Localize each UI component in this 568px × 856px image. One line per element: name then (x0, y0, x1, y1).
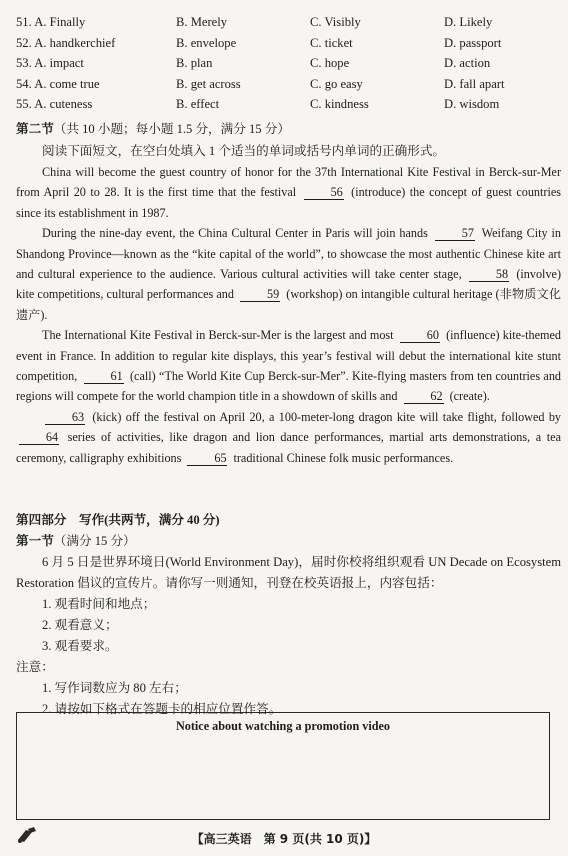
writing-prompt: 6 月 5 日是世界环境日(World Environment Day)，届时你校将组织观看 UN Decade on Ecosystem Restoration 倡议的宣传片。请你写一则通知，刊登在校英语报上，内容包括： (16, 555, 561, 590)
option-a: A. handkerchief (34, 35, 116, 50)
answer-box-title: Notice about watching a promotion video (175, 719, 391, 733)
question-number: 55. (16, 97, 32, 112)
option-a: A. impact (34, 56, 84, 71)
option-row-52 (16, 33, 556, 54)
writing-sec1-title: 第一节 (16, 534, 54, 548)
passage-paragraph-4: 63 (kick) off the festival on April 20, a 100-meter-long dragon kite will take flight, followed by 64 series of activities, like dragon and lion dance performances, martial arts demonstrations, a tea ceremony, calligraphy exhibitions 65 traditional Chinese folk music performances. (16, 409, 562, 465)
option-a: A. come true (34, 76, 100, 91)
option-c: C. ticket (310, 35, 353, 50)
blank-64: 64 (19, 431, 59, 445)
option-row-54 (16, 74, 556, 95)
section2-title: 第二节 (16, 122, 54, 136)
option-b: B. get across (176, 76, 241, 91)
note-label: 注意： (16, 660, 54, 674)
passage-paragraph-3: The International Kite Festival in Berck-sur-Mer is the largest and most 60 (influence) kite-themed event in France. In addition to regular kite displays, this year’s festival will debut the international kite stunt competition, 61 (call) “The World Kite Cup Berck-sur-Mer”. Kite-flying masters from ten countries and regions will compete for the world champion title in a showdown of skills and 62 (create). (16, 328, 562, 404)
section2-heading (16, 118, 290, 137)
option-c: C. go easy (310, 76, 363, 91)
blank-58: 58 (469, 268, 509, 282)
question-number: 52. (16, 35, 32, 50)
content-item-1: 1. 观看时间和地点； (42, 597, 156, 611)
writing-section (16, 510, 561, 720)
passage-paragraph-1: China will become the guest country of honor for the 37th International Kite Festival in Berck-sur-Mer from April 20 to 28. It is the first time that the festival 56 (introduce) the concept of guest countries since its establishment in 1987. (16, 165, 562, 220)
cloze-passage (16, 162, 561, 468)
option-row-55 (16, 94, 556, 115)
blank-62: 62 (404, 390, 444, 404)
option-a: A. Finally (34, 15, 86, 29)
writing-sec1-subtitle: （满分 15 分） (53, 534, 136, 548)
option-row-51 (16, 12, 556, 33)
page-footer: 【高三英语 第 9 页(共 10 页)】 (191, 832, 377, 846)
note-item-1: 1. 写作词数应为 80 左右； (42, 681, 187, 695)
writing-sec1-heading (16, 531, 561, 552)
option-row-53 (16, 53, 556, 74)
content-item-2: 2. 观看意义； (42, 618, 118, 632)
part4-heading: 第四部分 写作(共两节，满分 40 分) (16, 513, 220, 527)
option-b: B. envelope (176, 35, 237, 50)
blank-56: 56 (304, 186, 344, 200)
option-c: C. Visibly (310, 15, 361, 29)
answer-options (16, 12, 556, 115)
blank-65: 65 (187, 452, 227, 466)
option-d: D. wisdom (444, 97, 500, 112)
passage-paragraph-2: During the nine-day event, the China Cultural Center in Paris will join hands 57 Weifang City in Shandong Province—known as the “kite capital of the world”, to showcase the most authentic Chinese kite art and cultural experience to the audience. Various cultural activities will take center stage, 58 (involve) kite competitions, cultural performances and 59 (workshop) on intangible cultural heritage (非物质文化遗产). (16, 226, 562, 322)
blank-59: 59 (240, 288, 280, 302)
option-c: C. hope (310, 56, 350, 71)
section2-instruction: 阅读下面短文，在空白处填入 1 个适当的单词或括号内单词的正确形式。 (42, 144, 445, 158)
question-number: 51. (16, 15, 32, 29)
option-b: B. Merely (176, 15, 228, 29)
blank-61: 61 (84, 370, 124, 384)
question-number: 54. (16, 76, 32, 91)
option-b: B. effect (176, 97, 220, 112)
option-a: A. cuteness (34, 97, 93, 112)
blank-60: 60 (400, 329, 440, 343)
blank-63: 63 (45, 411, 85, 425)
question-number: 53. (16, 56, 32, 71)
option-d: D. passport (444, 35, 502, 50)
option-d: D. fall apart (444, 76, 505, 91)
option-b: B. plan (176, 56, 213, 71)
option-c: C. kindness (310, 97, 369, 112)
answer-box (16, 712, 550, 820)
note-item-2: 2. 请按如下格式在答题卡的相应位置作答。 (42, 702, 282, 716)
blank-57: 57 (435, 227, 475, 241)
option-d: D. action (444, 56, 491, 71)
option-d: D. Likely (444, 15, 493, 29)
section2-subtitle: （共 10 小题；每小题 1.5 分，满分 15 分） (53, 122, 290, 136)
content-item-3: 3. 观看要求。 (42, 639, 118, 653)
